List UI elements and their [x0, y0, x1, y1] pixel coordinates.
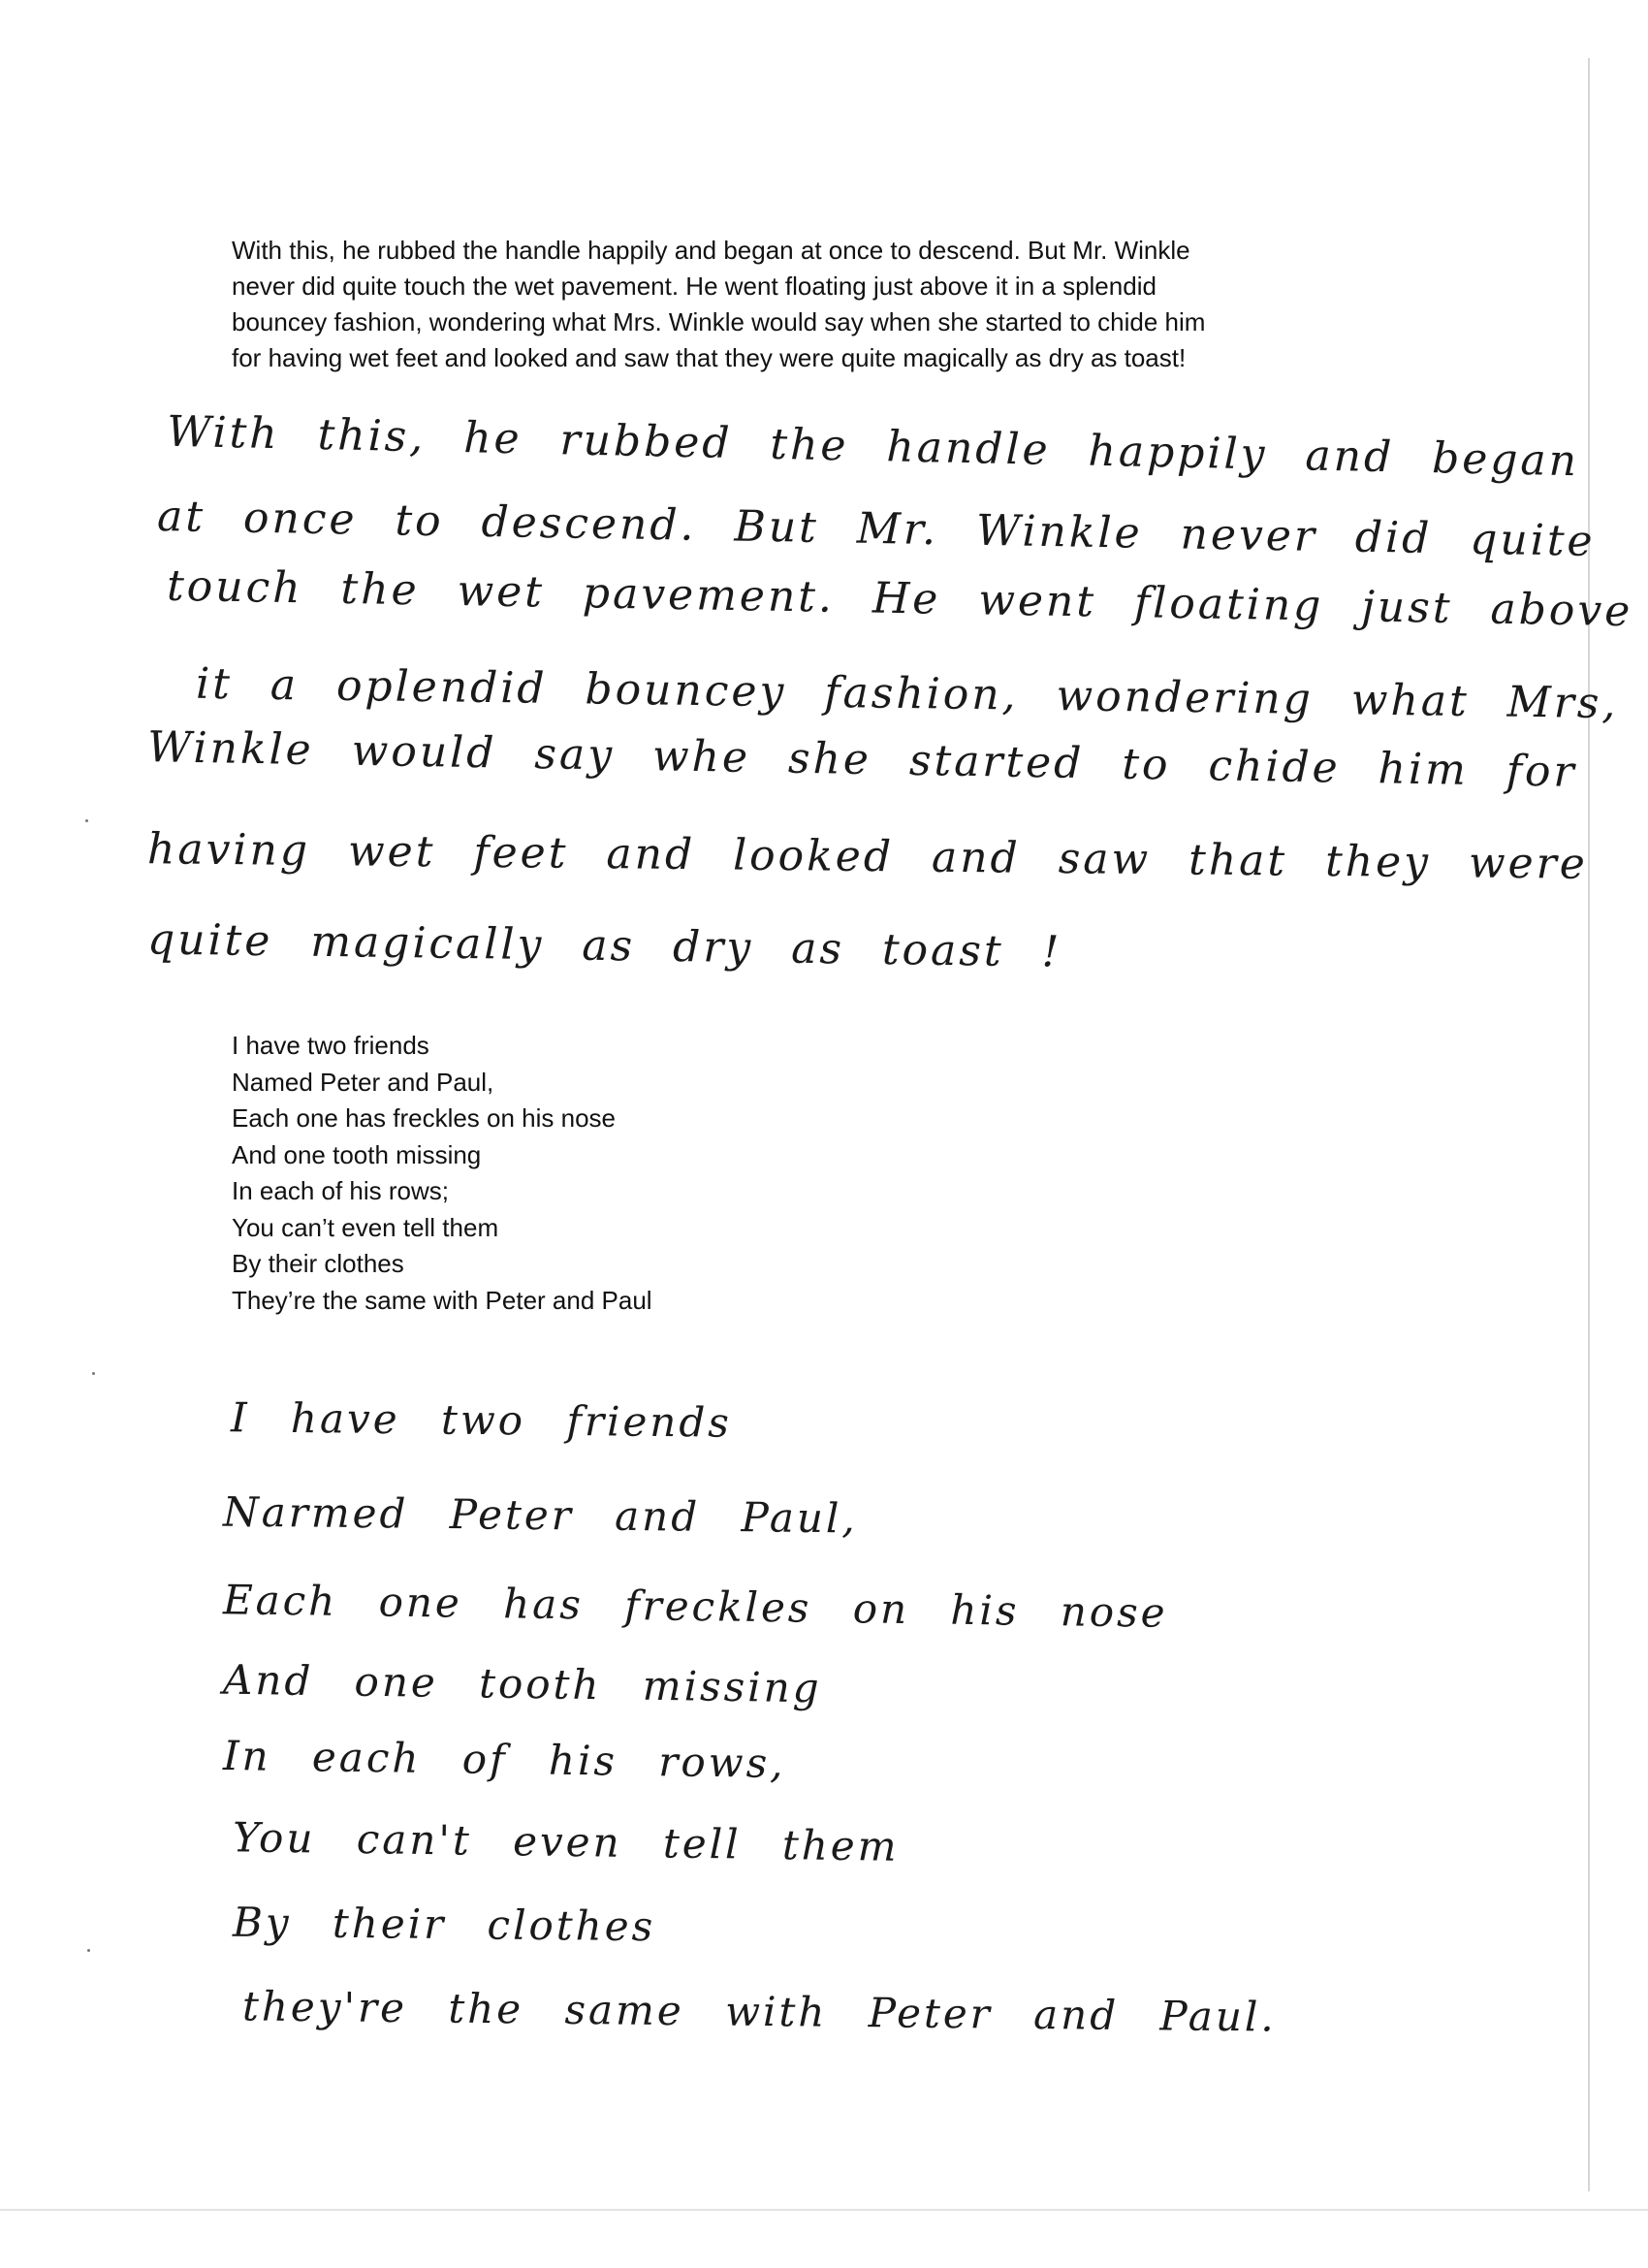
printed-prose-line: bouncey fashion, wondering what Mrs. Winkle would say when she started to chide him: [232, 307, 1206, 336]
handwritten-poem-line: In each of his rows,: [222, 1731, 786, 1788]
handwritten-poem-line: they're the same with Peter and Paul.: [241, 1982, 1277, 2041]
handwritten-prose-line: at once to descend. But Mr. Winkle never did quite: [156, 492, 1597, 566]
printed-poem-line: Each one has freckles on his nose: [232, 1103, 617, 1133]
printed-prose-line: never did quite touch the wet pavement. He went floating just above it in a splendid: [232, 272, 1157, 301]
printed-poem-line: You can’t even tell them: [232, 1212, 499, 1242]
printed-poem-line: I have two friends: [232, 1031, 429, 1060]
handwritten-prose-line: it a oplendid bouncey fashion, wondering what Mrs,: [195, 658, 1619, 729]
printed-prose-line: With this, he rubbed the handle happily and began at once to descend. But Mr. Winkle: [232, 236, 1190, 265]
printed-poem: [232, 1028, 652, 1319]
handwritten-prose-line: Winkle would say whe she started to chide him for: [146, 722, 1578, 797]
printed-poem-line: They’re the same with Peter and Paul: [232, 1285, 652, 1315]
handwritten-poem-line: I have two friends: [230, 1393, 733, 1447]
scan-speck: [87, 1949, 90, 1952]
printed-poem-line: Named Peter and Paul,: [232, 1067, 494, 1097]
printed-poem-line: By their clothes: [232, 1249, 404, 1278]
handwritten-poem-line: You can't even tell them: [232, 1813, 900, 1870]
handwritten-prose-line: quite magically as dry as toast !: [146, 914, 1062, 977]
scan-speck: [85, 819, 88, 822]
printed-prose-line: for having wet feet and looked and saw that they were quite magically as dry as toast!: [232, 343, 1187, 372]
printed-poem-line: In each of his rows;: [232, 1176, 449, 1205]
scan-speck: [92, 1372, 95, 1375]
printed-prose-paragraph: [232, 233, 1205, 376]
handwritten-poem-line: And one tooth missing: [222, 1655, 822, 1712]
handwritten-prose-line: With this, he rubbed the handle happily and began: [166, 406, 1580, 487]
printed-poem-line: And one tooth missing: [232, 1139, 482, 1169]
handwritten-poem-line: Each one has freckles on his nose: [222, 1576, 1168, 1637]
handwritten-poem-line: Narmed Peter and Paul,: [222, 1487, 858, 1543]
handwritten-prose-line: having wet feet and looked and saw that they were: [146, 824, 1589, 889]
page-bottom-edge: [0, 2209, 1648, 2211]
page-right-edge: [1588, 58, 1590, 2191]
handwritten-prose-line: touch the wet pavement. He went floating just above: [166, 560, 1633, 637]
handwritten-poem-line: By their clothes: [232, 1898, 656, 1951]
